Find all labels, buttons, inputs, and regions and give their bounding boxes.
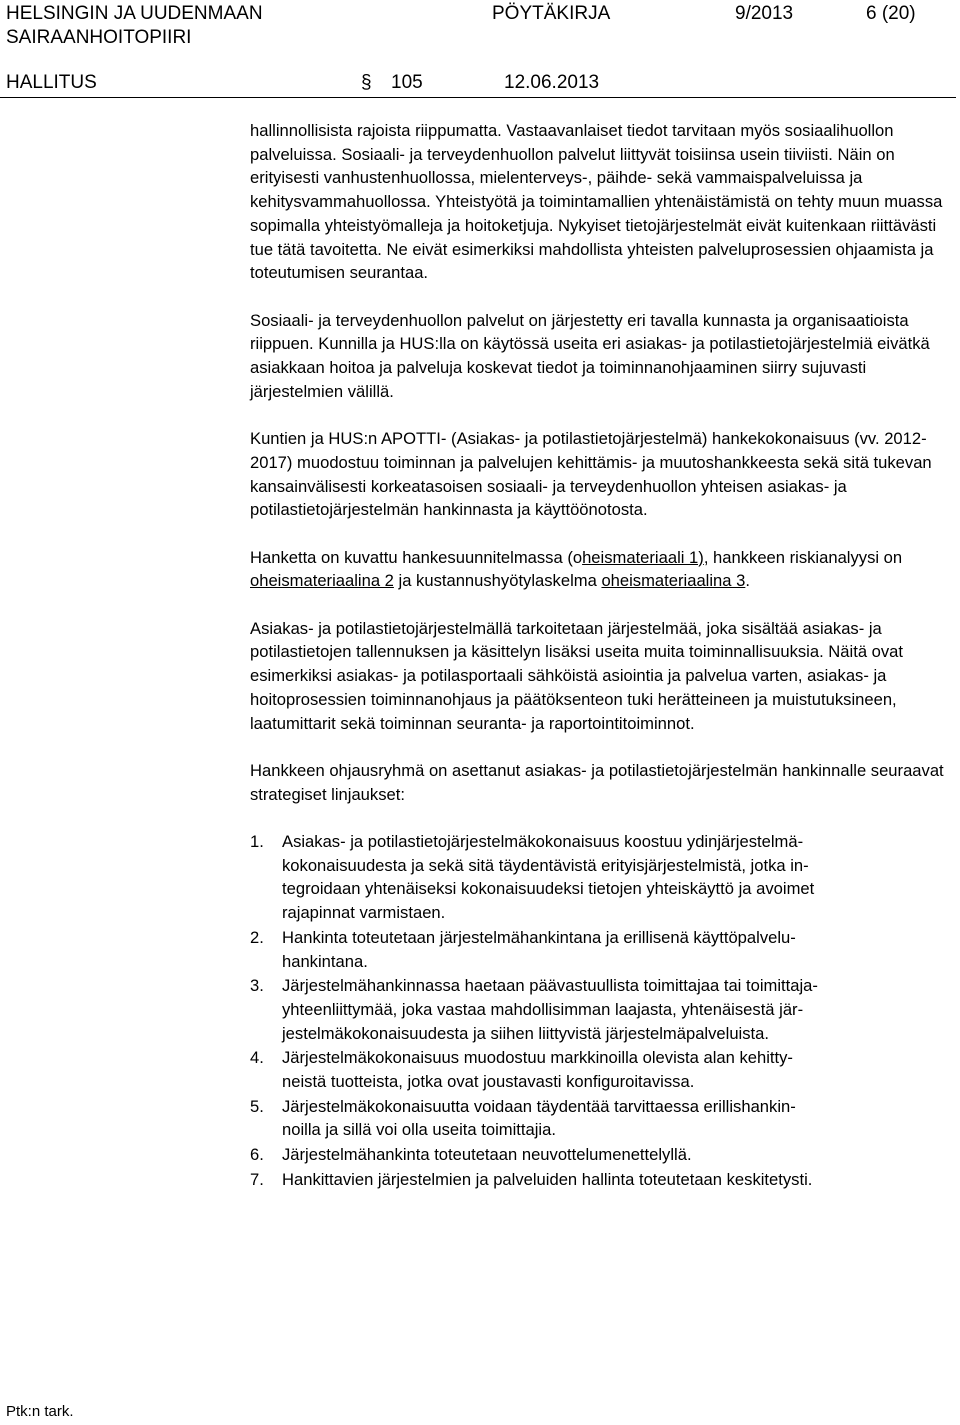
paragraph-4 [250, 546, 958, 593]
list-item-line: Järjestelmähankinnassa haetaan päävastuullista toimittajaa tai toimittaja- [282, 976, 818, 996]
attachment-link-2[interactable]: oheismateriaalina 2 [250, 571, 394, 591]
list-item-line: kokonaisuudesta ja sekä sitä täydentävistä erityisjärjestelmistä, jotka in- [282, 855, 809, 875]
list-item [250, 1168, 958, 1192]
list-item-line: yhteenliittymää, joka vastaa mahdollisimman laajasta, yhtenäisestä jär- [282, 999, 804, 1019]
section-reference [361, 71, 423, 95]
list-item-line: tegroidaan yhtenäiseksi kokonaisuudeksi tietojen yhteiskäyttö ja avoimet [282, 879, 815, 899]
list-item-line: hankintana. [282, 951, 368, 971]
list-item-number: 1. [250, 832, 264, 851]
list-item-number: 2. [250, 927, 264, 947]
list-item [250, 1095, 958, 1142]
section-number: 105 [391, 72, 423, 93]
list-item-line: rajapinnat varmistaen. [282, 903, 446, 923]
list-item [250, 1046, 958, 1093]
meeting-date: 12.06.2013 [504, 72, 600, 93]
section-sign-icon: § [361, 72, 372, 93]
list-item [250, 830, 958, 925]
list-item-line: Hankittavien järjestelmien ja palveluiden hallinta toteutetaan keskitetysti. [282, 1169, 813, 1189]
organization-name-line-1: HELSINGIN JA UUDENMAAN [6, 3, 263, 24]
list-item-number: 5. [250, 1096, 264, 1116]
list-item-line: neistä tuotteista, jotka ovat joustavasti konfiguroitavissa. [282, 1072, 695, 1092]
list-item-line: Järjestelmäkokonaisuus muodostuu markkinoilla olevista alan kehitty- [282, 1048, 793, 1068]
paragraph-2: Sosiaali- ja terveydenhuollon palvelut on järjestetty eri tavalla kunnasta ja organisaatioista riippuen. Kunnilla ja HUS:lla on käytössä useita eri asiakas- ja potilastietojärjestelmiä eivätkä asiakkaan hoitoa ja palveluja koskevat tiedot ja toiminnanohjaaminen siirry sujuvasti järjestelmien välillä. [250, 310, 930, 401]
organization-name-line-2: SAIRAANHOITOPIIRI [6, 27, 192, 48]
paragraph-5: Asiakas- ja potilastietojärjestelmällä tarkoitetaan järjestelmää, joka sisältää asiakas- ja potilastietojen tallennuksen ja käsittelyn lisäksi useita muita toiminnallisuuksia. Näitä ovat esimerkiksi asiakas- ja potilasportaali sähköistä asiointia ja palvelua varten, asiakas- ja hoitoprosessien toiminnanohjaus ja päätöksenteon tuki herätteineen ja muistutuksineen, laatumittarit sekä toiminnan seuranta- ja raportointitoiminnot. [250, 618, 904, 733]
list-item-line: noilla ja sillä voi olla useita toimittajia. [282, 1120, 556, 1140]
document-type: PÖYTÄKIRJA [492, 3, 611, 24]
document-number: 9/2013 [735, 3, 794, 24]
page-number: 6 (20) [866, 3, 916, 24]
header-divider [0, 97, 956, 98]
paragraph-4-text-2: , hankkeen riskianalyysi on [703, 547, 903, 567]
list-item-number: 6. [250, 1145, 264, 1165]
list-item [250, 974, 958, 1045]
list-item [250, 926, 958, 973]
document-header [0, 0, 960, 100]
list-item-line: Hankinta toteutetaan järjestelmähankintana ja erillisenä käyttöpalvelu- [282, 927, 796, 947]
paragraph-3: Kuntien ja HUS:n APOTTI- (Asiakas- ja potilastietojärjestelmä) hankekokonaisuus (vv. 2012-2017) muodostuu toiminnan ja palvelujen kehittämis- ja muutoshankkeesta sekä sitä tukevan kansainvälisesti korkeatasoisen sosiaali- ja terveydenhuollon yhteisen asiakas- ja potilastietojärjestelmän hankinnasta ja käyttöönotosta. [250, 429, 932, 520]
list-item-number: 3. [250, 976, 264, 996]
governing-body: HALLITUS [6, 72, 97, 93]
list-item-number: 7. [250, 1169, 264, 1189]
list-item-line: Järjestelmäkokonaisuutta voidaan täydentää tarvittaessa erillishankin- [282, 1096, 796, 1116]
footer-reviewer-label: Ptk:n tark. [6, 1403, 74, 1420]
list-item-line: Asiakas- ja potilastietojärjestelmäkokonaisuus koostuu ydinjärjestelmä- [282, 832, 804, 851]
attachment-link-1[interactable]: heismateriaali 1) [582, 547, 704, 567]
paragraph-1: hallinnollisista rajoista riippumatta. Vastaavanlaiset tiedot tarvitaan myös sosiaalihuollon palveluissa. Sosiaali- ja terveydenhuollon palvelut liittyvät toisiinsa usein tiiviisti. Näin on erityisesti vanhustenhuollossa, mielenterveys-, päihde- sekä vammaispalveluissa ja kehitysvammahuollossa. Yhteistyötä ja toimintamallien yhtenäistämistä on tehty muun muassa sopimalla yhteistyömalleja ja hoitoketjuja. Nykyiset tietojärjestelmät eivät kuitenkaan riittävästi tue tätä tavoitetta. Ne eivät esimerkiksi mahdollista yhteisten palveluprosessien ohjaamista ja toteutumisen seurantaa. [250, 121, 943, 283]
organization-name [6, 2, 263, 50]
list-item [250, 1143, 958, 1167]
attachment-link-3[interactable]: oheismateriaalina 3 [601, 571, 746, 591]
paragraph-6: Hankkeen ohjausryhmä on asettanut asiakas- ja potilastietojärjestelmän hankinnalle seuraavat strategiset linjaukset: [250, 760, 944, 804]
document-body [250, 119, 958, 1193]
list-item-line: jestelmäkokonaisuudesta ja siihen liittyvistä järjestelmäpalveluista. [282, 1023, 769, 1043]
strategic-guidelines-list [250, 830, 958, 1192]
list-item-line: Järjestelmähankinta toteutetaan neuvottelumenettelyllä. [282, 1145, 692, 1165]
list-item-number: 4. [250, 1048, 264, 1068]
paragraph-4-text-4: . [745, 571, 750, 591]
paragraph-4-text-3: ja kustannushyötylaskelma [393, 571, 602, 591]
paragraph-4-text-1: Hanketta on kuvattu hankesuunnitelmassa (o [250, 547, 583, 567]
